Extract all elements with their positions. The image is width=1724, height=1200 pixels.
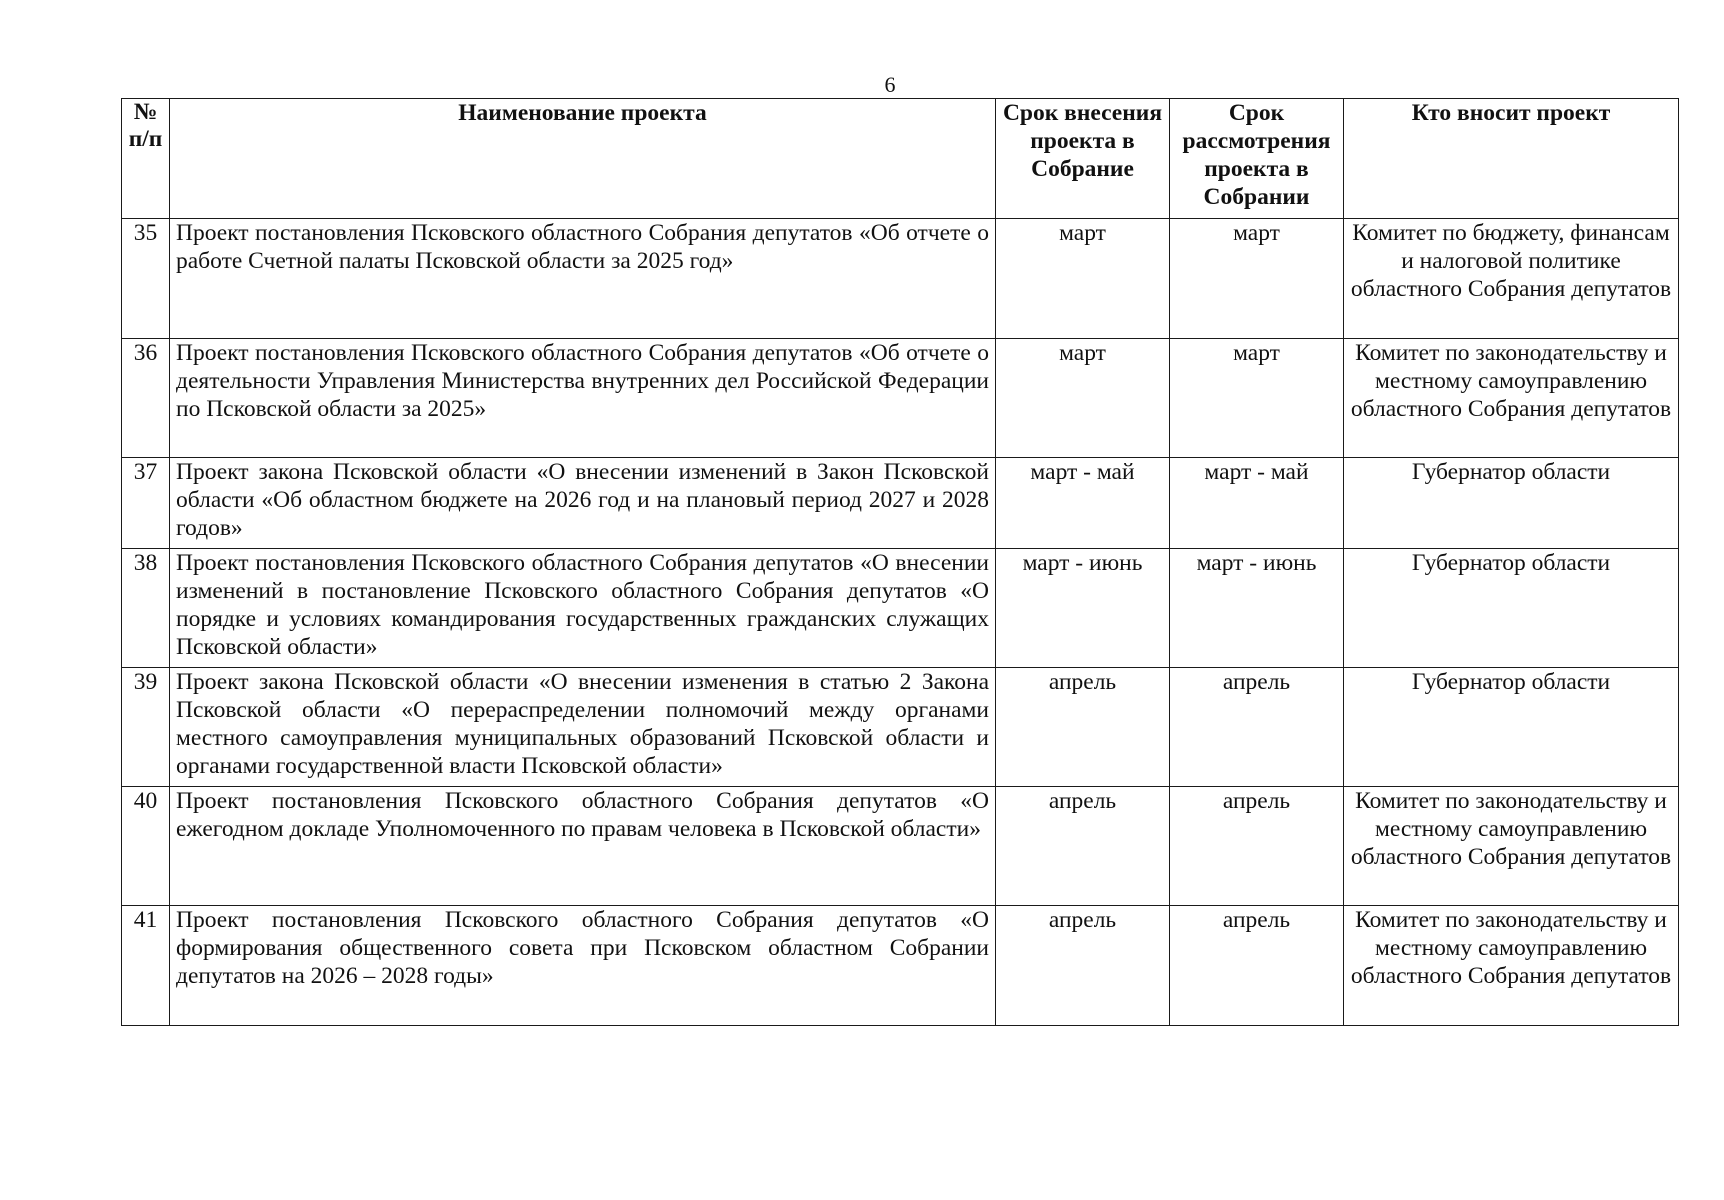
submission-date: март - июнь <box>996 549 1170 668</box>
table-row <box>122 668 1679 787</box>
header-review-date: Срок рассмотрения проекта в Собрании <box>1170 99 1344 219</box>
review-date: март - май <box>1170 458 1344 549</box>
header-submission-date: Срок внесения проекта в Собрание <box>996 99 1170 219</box>
row-number: 40 <box>122 787 170 906</box>
table-row <box>122 906 1679 1026</box>
submitter: Комитет по законодательству и местному самоуправлению областного Собрания депутатов <box>1344 906 1679 1026</box>
row-number: 36 <box>122 339 170 458</box>
submitter: Комитет по бюджету, финансам и налоговой политике областного Собрания депутатов <box>1344 219 1679 339</box>
project-name: Проект постановления Псковского областного Собрания депутатов «О формирования общественного совета при Псковском областном Собрании депутатов на 2026 – 2028 годы» <box>170 906 996 1026</box>
row-number: 37 <box>122 458 170 549</box>
row-number: 39 <box>122 668 170 787</box>
table-row <box>122 219 1679 339</box>
header-project-name: Наименование проекта <box>170 99 996 219</box>
project-name: Проект постановления Псковского областного Собрания депутатов «О внесении изменений в постановление Псковского областного Собрания депутатов «О порядке и условиях командирования государственных гражданских служащих Псковской области» <box>170 549 996 668</box>
row-number: 41 <box>122 906 170 1026</box>
submission-date: март <box>996 339 1170 458</box>
submission-date: март - май <box>996 458 1170 549</box>
submission-date: апрель <box>996 787 1170 906</box>
project-name: Проект закона Псковской области «О внесении изменений в Закон Псковской области «Об областном бюджете на 2026 год и на плановый период 2027 и 2028 годов» <box>170 458 996 549</box>
row-number: 35 <box>122 219 170 339</box>
submission-date: апрель <box>996 668 1170 787</box>
header-submitter: Кто вносит проект <box>1344 99 1679 219</box>
submitter: Губернатор области <box>1344 668 1679 787</box>
review-date: март <box>1170 339 1344 458</box>
legislative-plan-table <box>121 98 1679 1026</box>
table-header-row <box>122 99 1679 219</box>
review-date: апрель <box>1170 787 1344 906</box>
table-row <box>122 458 1679 549</box>
submitter: Губернатор области <box>1344 458 1679 549</box>
page-number: 6 <box>884 72 896 97</box>
submitter: Губернатор области <box>1344 549 1679 668</box>
submission-date: март <box>996 219 1170 339</box>
table-row <box>122 549 1679 668</box>
review-date: март - июнь <box>1170 549 1344 668</box>
project-name: Проект постановления Псковского областного Собрания депутатов «О ежегодном докладе Уполномоченного по правам человека в Псковской области» <box>170 787 996 906</box>
review-date: апрель <box>1170 906 1344 1026</box>
review-date: март <box>1170 219 1344 339</box>
submitter: Комитет по законодательству и местному самоуправлению областного Собрания депутатов <box>1344 787 1679 906</box>
submission-date: апрель <box>996 906 1170 1026</box>
header-number: № п/п <box>122 99 170 219</box>
row-number: 38 <box>122 549 170 668</box>
project-name: Проект постановления Псковского областного Собрания депутатов «Об отчете о работе Счетной палаты Псковской области за 2025 год» <box>170 219 996 339</box>
table-row <box>122 339 1679 458</box>
project-name: Проект постановления Псковского областного Собрания депутатов «Об отчете о деятельности Управления Министерства внутренних дел Российской Федерации по Псковской области за 2025» <box>170 339 996 458</box>
review-date: апрель <box>1170 668 1344 787</box>
table-row <box>122 787 1679 906</box>
submitter: Комитет по законодательству и местному самоуправлению областного Собрания депутатов <box>1344 339 1679 458</box>
project-name: Проект закона Псковской области «О внесении изменения в статью 2 Закона Псковской области «О перераспределении полномочий между органами местного самоуправления муниципальных образований Псковской области и органами государственной власти Псковской области» <box>170 668 996 787</box>
